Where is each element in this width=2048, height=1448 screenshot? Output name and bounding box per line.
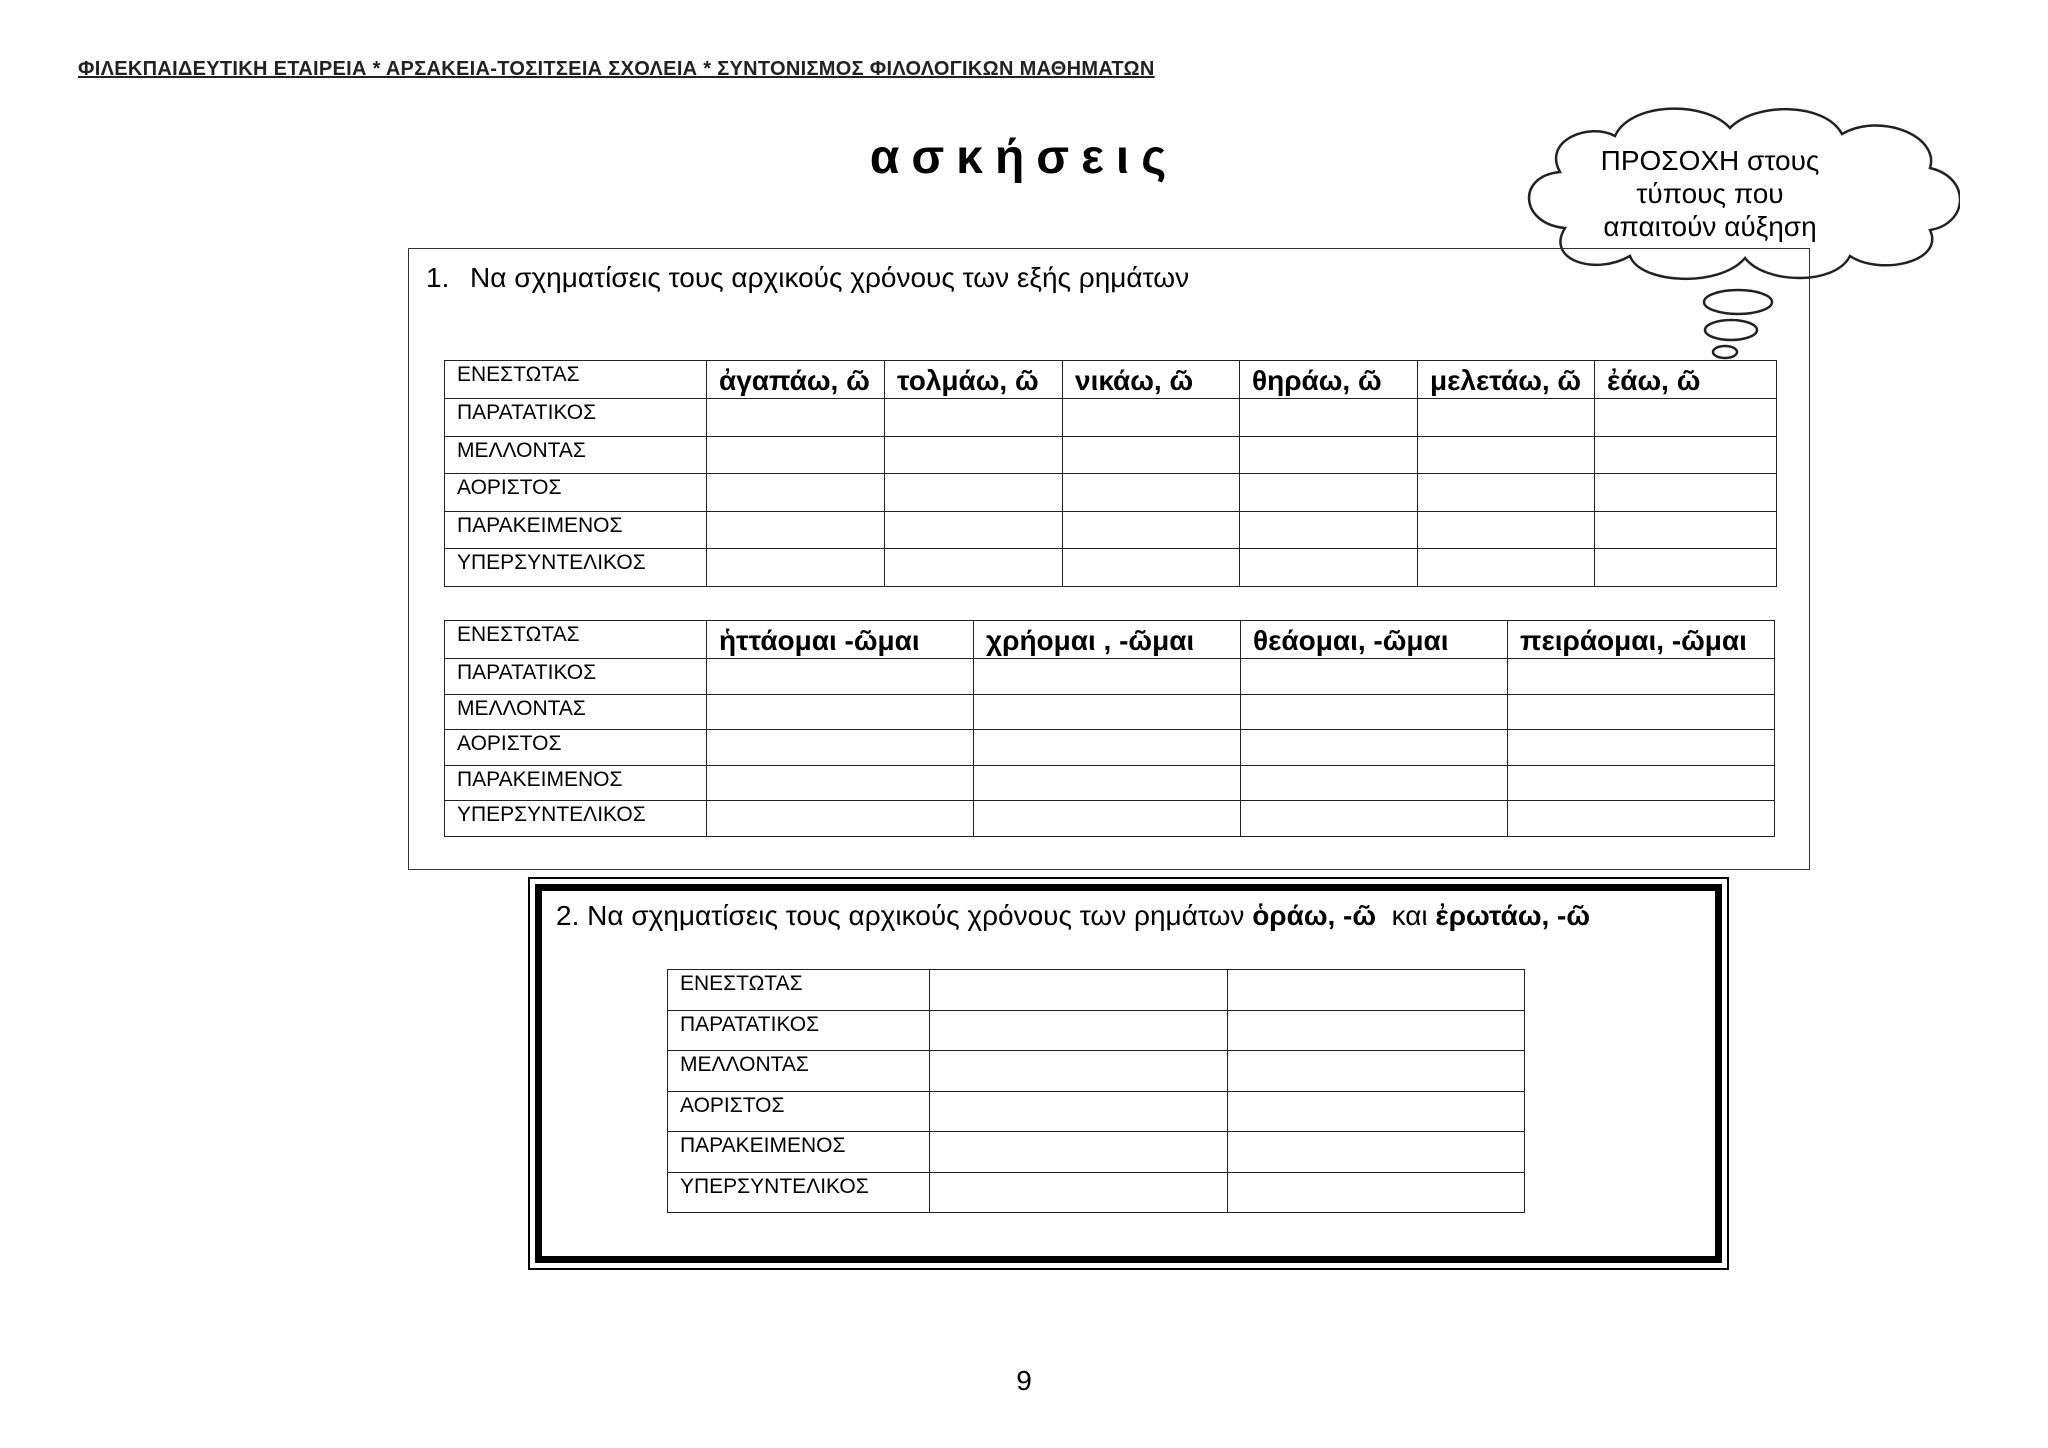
- answer-cell[interactable]: [1595, 436, 1777, 474]
- answer-cell[interactable]: [1418, 474, 1595, 512]
- answer-cell[interactable]: [1228, 970, 1525, 1011]
- answer-cell[interactable]: [1241, 659, 1508, 695]
- table-row: [445, 694, 1775, 730]
- answer-cell[interactable]: [707, 511, 885, 549]
- tense-label: ΠΑΡΑΚΕΙΜΕΝΟΣ: [445, 511, 707, 549]
- page-number: 9: [1016, 1365, 1032, 1396]
- answer-cell[interactable]: [974, 659, 1241, 695]
- table-row: [445, 436, 1777, 474]
- callout-line-1: ΠΡΟΣΟΧΗ στους: [1600, 145, 1820, 176]
- tense-label: ΥΠΕΡΣΥΝΤΕΛΙΚΟΣ: [445, 801, 707, 837]
- tense-label: ΜΕΛΛΟΝΤΑΣ: [445, 436, 707, 474]
- exercise-1-table-1: [444, 360, 1777, 587]
- tense-label: ΑΟΡΙΣΤΟΣ: [445, 730, 707, 766]
- answer-cell[interactable]: [885, 511, 1063, 549]
- answer-cell[interactable]: [1063, 474, 1240, 512]
- tense-label: ΜΕΛΛΟΝΤΑΣ: [445, 694, 707, 730]
- table-row: [668, 1051, 1525, 1092]
- answer-cell[interactable]: [885, 436, 1063, 474]
- callout-line-3: απαιτούν αύξηση: [1603, 211, 1817, 242]
- answer-cell[interactable]: [707, 730, 974, 766]
- table-row: [668, 1172, 1525, 1213]
- answer-cell[interactable]: [1508, 694, 1775, 730]
- exercise-2-prompt: [556, 900, 1590, 932]
- table-row: [445, 511, 1777, 549]
- answer-cell[interactable]: [1063, 511, 1240, 549]
- exercise-2-verb-1: ὁράω, -ῶ: [1252, 900, 1377, 931]
- answer-cell[interactable]: [1240, 474, 1418, 512]
- answer-cell[interactable]: [707, 765, 974, 801]
- answer-cell[interactable]: [1241, 730, 1508, 766]
- answer-cell[interactable]: [1418, 549, 1595, 587]
- tense-label: ΠΑΡΑΚΕΙΜΕΝΟΣ: [445, 765, 707, 801]
- answer-cell[interactable]: [1418, 399, 1595, 437]
- verb-header: τολμάω, ῶ: [885, 361, 1063, 399]
- answer-cell[interactable]: [707, 436, 885, 474]
- answer-cell[interactable]: [930, 1010, 1228, 1051]
- answer-cell[interactable]: [1063, 436, 1240, 474]
- answer-cell[interactable]: [930, 970, 1228, 1011]
- exercise-1-prompt: [426, 262, 1189, 294]
- verb-header: χρήομαι , -ῶμαι: [974, 621, 1241, 659]
- answer-cell[interactable]: [707, 659, 974, 695]
- table-row: [668, 1091, 1525, 1132]
- answer-cell[interactable]: [1240, 511, 1418, 549]
- answer-cell[interactable]: [1508, 801, 1775, 837]
- exercise-2-text: 2. Να σχηματίσεις τους αρχικούς χρόνους των ρημάτων: [556, 900, 1253, 931]
- verb-header: πειράομαι, -ῶμαι: [1508, 621, 1775, 659]
- tense-label: ΑΟΡΙΣΤΟΣ: [668, 1091, 930, 1132]
- tense-label: ΜΕΛΛΟΝΤΑΣ: [668, 1051, 930, 1092]
- answer-cell[interactable]: [1228, 1010, 1525, 1051]
- verb-header: θηράω, ῶ: [1240, 361, 1418, 399]
- answer-cell[interactable]: [974, 730, 1241, 766]
- tense-label: ΠΑΡΑΤΑΤΙΚΟΣ: [668, 1010, 930, 1051]
- answer-cell[interactable]: [1063, 549, 1240, 587]
- answer-cell[interactable]: [1595, 549, 1777, 587]
- verb-header: ἡττάομαι -ῶμαι: [707, 621, 974, 659]
- exercise-1-text: Να σχηματίσεις τους αρχικούς χρόνους των εξής ρημάτων: [470, 262, 1190, 293]
- exercise-2-verb-2: ἐρωτάω, -ῶ: [1435, 900, 1591, 931]
- exercise-1-table-2: [444, 620, 1775, 837]
- answer-cell[interactable]: [707, 694, 974, 730]
- answer-cell[interactable]: [974, 801, 1241, 837]
- verb-header: ἀγαπάω, ῶ: [707, 361, 885, 399]
- tense-label: ΥΠΕΡΣΥΝΤΕΛΙΚΟΣ: [445, 549, 707, 587]
- answer-cell[interactable]: [1508, 659, 1775, 695]
- tense-label: ΥΠΕΡΣΥΝΤΕΛΙΚΟΣ: [668, 1172, 930, 1213]
- answer-cell[interactable]: [707, 474, 885, 512]
- answer-cell[interactable]: [885, 549, 1063, 587]
- exercise-2-table: [667, 969, 1525, 1213]
- table-row: [445, 399, 1777, 437]
- table-row: [445, 474, 1777, 512]
- answer-cell[interactable]: [1228, 1091, 1525, 1132]
- verb-header: ἐάω, ῶ: [1595, 361, 1777, 399]
- answer-cell[interactable]: [1418, 436, 1595, 474]
- answer-cell[interactable]: [1228, 1132, 1525, 1173]
- tense-label: ΑΟΡΙΣΤΟΣ: [445, 474, 707, 512]
- table-row: [668, 1132, 1525, 1173]
- answer-cell[interactable]: [1241, 694, 1508, 730]
- answer-cell[interactable]: [885, 399, 1063, 437]
- answer-cell[interactable]: [1418, 511, 1595, 549]
- answer-cell[interactable]: [930, 1091, 1228, 1132]
- answer-cell[interactable]: [1240, 399, 1418, 437]
- callout-line-2: τύπους που: [1636, 178, 1784, 209]
- answer-cell[interactable]: [1595, 399, 1777, 437]
- answer-cell[interactable]: [930, 1172, 1228, 1213]
- answer-cell[interactable]: [1241, 765, 1508, 801]
- table-row: [445, 549, 1777, 587]
- answer-cell[interactable]: [1595, 511, 1777, 549]
- tense-label: ΠΑΡΑΤΑΤΙΚΟΣ: [445, 399, 707, 437]
- table-row: [445, 801, 1775, 837]
- tense-label: ΠΑΡΑΚΕΙΜΕΝΟΣ: [668, 1132, 930, 1173]
- answer-cell[interactable]: [707, 549, 885, 587]
- answer-cell[interactable]: [1228, 1051, 1525, 1092]
- answer-cell[interactable]: [1240, 436, 1418, 474]
- table-row: [445, 765, 1775, 801]
- table-row: [445, 361, 1777, 399]
- callout-text: [1560, 144, 1860, 243]
- answer-cell[interactable]: [1595, 474, 1777, 512]
- tense-label: ΠΑΡΑΤΑΤΙΚΟΣ: [445, 659, 707, 695]
- answer-cell[interactable]: [1240, 549, 1418, 587]
- table-row: [445, 659, 1775, 695]
- tense-label: ΕΝΕΣΤΩΤΑΣ: [445, 621, 707, 659]
- answer-cell[interactable]: [1241, 801, 1508, 837]
- tense-label: ΕΝΕΣΤΩΤΑΣ: [445, 361, 707, 399]
- verb-header: θεάομαι, -ῶμαι: [1241, 621, 1508, 659]
- table-row: [668, 970, 1525, 1011]
- answer-cell[interactable]: [974, 765, 1241, 801]
- table-row: [668, 1010, 1525, 1051]
- answer-cell[interactable]: [930, 1051, 1228, 1092]
- answer-cell[interactable]: [930, 1132, 1228, 1173]
- page-header: ΦΙΛΕΚΠΑΙΔΕΥΤΙΚΗ ΕΤΑΙΡΕΙΑ * ΑΡΣΑΚΕΙΑ-ΤΟΣΙΤΣΕΙΑ ΣΧΟΛΕΙΑ * ΣΥΝΤΟΝΙΣΜΟΣ ΦΙΛΟΛΟΓΙΚΩΝ ΜΑΘΗΜΑΤΩΝ: [78, 58, 1155, 80]
- exercise-2-conjunction: και: [1376, 900, 1436, 931]
- tense-label: ΕΝΕΣΤΩΤΑΣ: [668, 970, 930, 1011]
- answer-cell[interactable]: [885, 474, 1063, 512]
- table-row: [445, 621, 1775, 659]
- answer-cell[interactable]: [707, 801, 974, 837]
- answer-cell[interactable]: [974, 694, 1241, 730]
- exercise-1-number: 1.: [426, 262, 450, 293]
- answer-cell[interactable]: [1508, 765, 1775, 801]
- page-title: ασκήσεις: [869, 131, 1179, 184]
- answer-cell[interactable]: [707, 399, 885, 437]
- verb-header: μελετάω, ῶ: [1418, 361, 1595, 399]
- answer-cell[interactable]: [1063, 399, 1240, 437]
- verb-header: νικάω, ῶ: [1063, 361, 1240, 399]
- answer-cell[interactable]: [1228, 1172, 1525, 1213]
- table-row: [445, 730, 1775, 766]
- answer-cell[interactable]: [1508, 730, 1775, 766]
